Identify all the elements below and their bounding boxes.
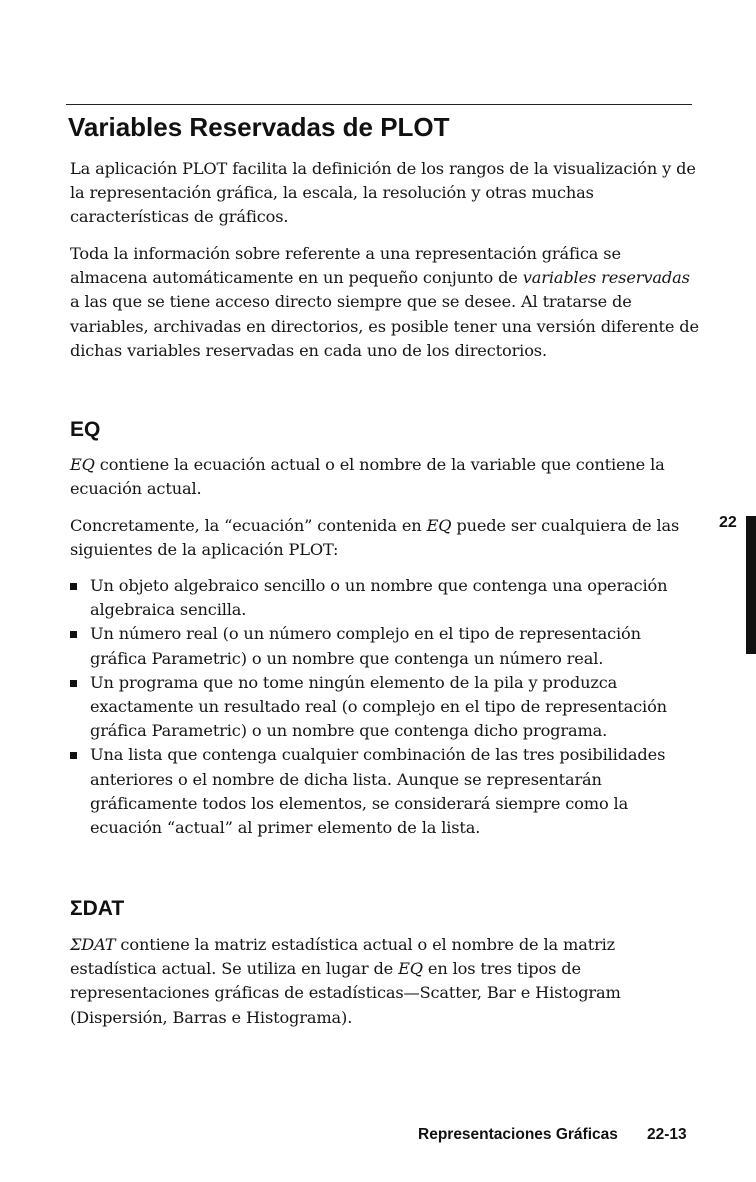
bullet-square-icon	[70, 680, 77, 687]
page-title: Variables Reservadas de PLOT	[68, 112, 450, 142]
list-item	[70, 743, 690, 840]
list-item-text: Una lista que contenga cualquier combinación de las tres posibilidades anteriores o el nombre de dicha lista. Aunque se representarán gráficamente todos los elementos, se considerará siempre como la ecuación “actual” al primer elemento de la lista.	[90, 745, 666, 838]
section-heading-sdat: ΣDAT	[70, 897, 125, 920]
intro-paragraph-2-text-a: Toda la información sobre referente a una representación gráfica se almacena automáticamente en un pequeño conjunto de	[70, 244, 621, 288]
reserved-variables-term: variables reservadas	[522, 268, 690, 288]
eq-variable-term-3: EQ	[398, 959, 423, 979]
list-item	[70, 671, 690, 744]
eq-paragraph-2	[70, 514, 700, 562]
eq-paragraph-2-text-a: Concretamente, la “ecuación” contenida en	[70, 516, 427, 535]
list-item	[70, 574, 690, 622]
intro-paragraph-2-text-b: a las que se tiene acceso directo siempre que se desee. Al tratarse de variables, archivadas en directorios, es posible tener una versión diferente de dichas variables reservadas en cada uno de los directorios.	[70, 292, 699, 360]
sdat-paragraph	[70, 933, 700, 1030]
top-rule	[66, 104, 692, 105]
chapter-tab-bar	[746, 516, 756, 654]
sdat-variable-term: ΣDAT	[70, 935, 116, 954]
list-item-text: Un objeto algebraico sencillo o un nombre que contenga una operación algebraica sencilla.	[90, 576, 668, 620]
bullet-square-icon	[70, 631, 77, 638]
eq-paragraph-1-text: contiene la ecuación actual o el nombre de la variable que contiene la ecuación actual.	[70, 455, 665, 499]
chapter-tab-number: 22	[719, 514, 737, 531]
eq-variable-term-2: EQ	[426, 516, 452, 535]
sdat-paragraph-text-a: contiene la matriz estadística actual o el nombre de la matriz estadística actual. Se utiliza en lugar de	[70, 935, 616, 979]
intro-paragraph-2	[70, 242, 700, 363]
section-heading-eq: EQ	[70, 418, 101, 441]
list-item-text: Un programa que no tome ningún elemento de la pila y produzca exactamente un resultado real (o complejo en el tipo de representación gráfica Parametric) o un nombre que contenga dicho programa.	[90, 672, 667, 741]
sdat-paragraph-text-b: en los tres tipos de representaciones gráficas de estadísticas—Scatter, Bar e Histogram (Dispersión, Barras e Histograma).	[70, 959, 621, 1027]
footer-page-number: 22-13	[647, 1126, 687, 1143]
eq-options-list	[70, 574, 690, 840]
eq-paragraph-1	[70, 453, 700, 501]
bullet-square-icon	[70, 583, 77, 590]
intro-paragraph-1: La aplicación PLOT facilita la definición de los rangos de la visualización y de la representación gráfica, la escala, la resolución y otras muchas características de gráficos.	[70, 159, 696, 227]
eq-paragraph-2-text-b: puede ser cualquiera de las siguientes de la aplicación PLOT:	[70, 516, 680, 560]
eq-variable-term: EQ	[70, 455, 95, 474]
footer-chapter-title: Representaciones Gráficas	[418, 1126, 618, 1143]
bullet-square-icon	[70, 752, 77, 759]
list-item	[70, 622, 690, 670]
list-item-text: Un número real (o un número complejo en el tipo de representación gráfica Parametric) o un nombre que contenga un número real.	[90, 624, 641, 668]
